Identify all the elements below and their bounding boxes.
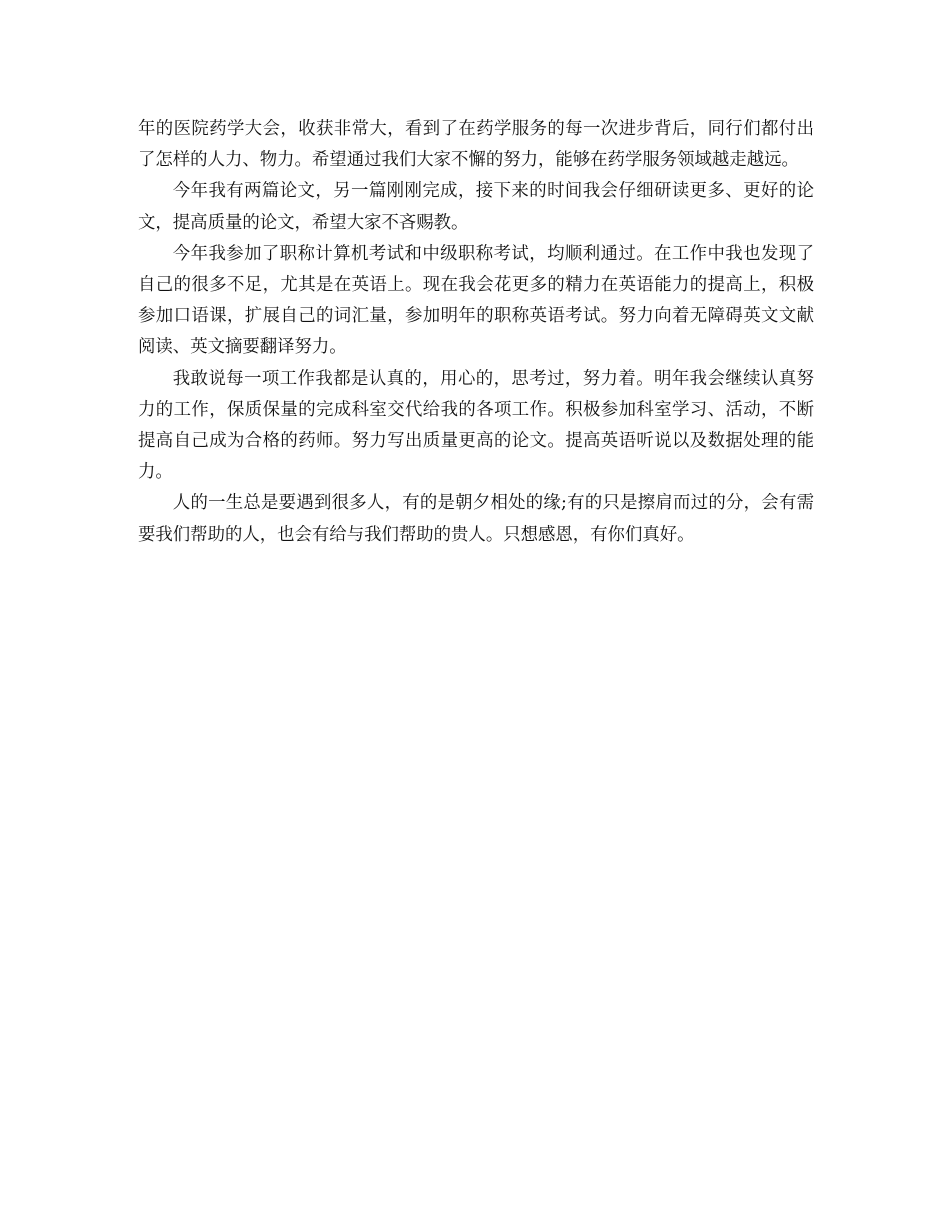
document-body (138, 114, 814, 551)
paragraph-continuation: 年的医院药学大会，收获非常大，看到了在药学服务的每一次进步背后，同行们都付出了怎样的人力、物力。希望通过我们大家不懈的努力，能够在药学服务领域越走越远。 (138, 119, 814, 171)
paragraph-gratitude: 人的一生总是要遇到很多人，有的是朝夕相处的缘;有的只是擦肩而过的分，会有需要我们帮助的人，也会有给与我们帮助的贵人。只想感恩，有你们真好。 (138, 493, 814, 545)
paragraph-work-plan: 我敢说每一项工作我都是认真的，用心的，思考过，努力着。明年我会继续认真努力的工作，保质保量的完成科室交代给我的各项工作。积极参加科室学习、活动，不断提高自己成为合格的药师。努力写出质量更高的论文。提高英语听说以及数据处理的能力。 (138, 368, 814, 483)
paragraph-exams: 今年我参加了职称计算机考试和中级职称考试，均顺利通过。在工作中我也发现了自己的很多不足，尤其是在英语上。现在我会花更多的精力在英语能力的提高上，积极参加口语课，扩展自己的词汇量，参加明年的职称英语考试。努力向着无障碍英文文献阅读、英文摘要翻译努力。 (138, 243, 814, 358)
paragraph-papers: 今年我有两篇论文，另一篇刚刚完成，接下来的时间我会仔细研读更多、更好的论文，提高质量的论文，希望大家不吝赐教。 (138, 181, 814, 233)
